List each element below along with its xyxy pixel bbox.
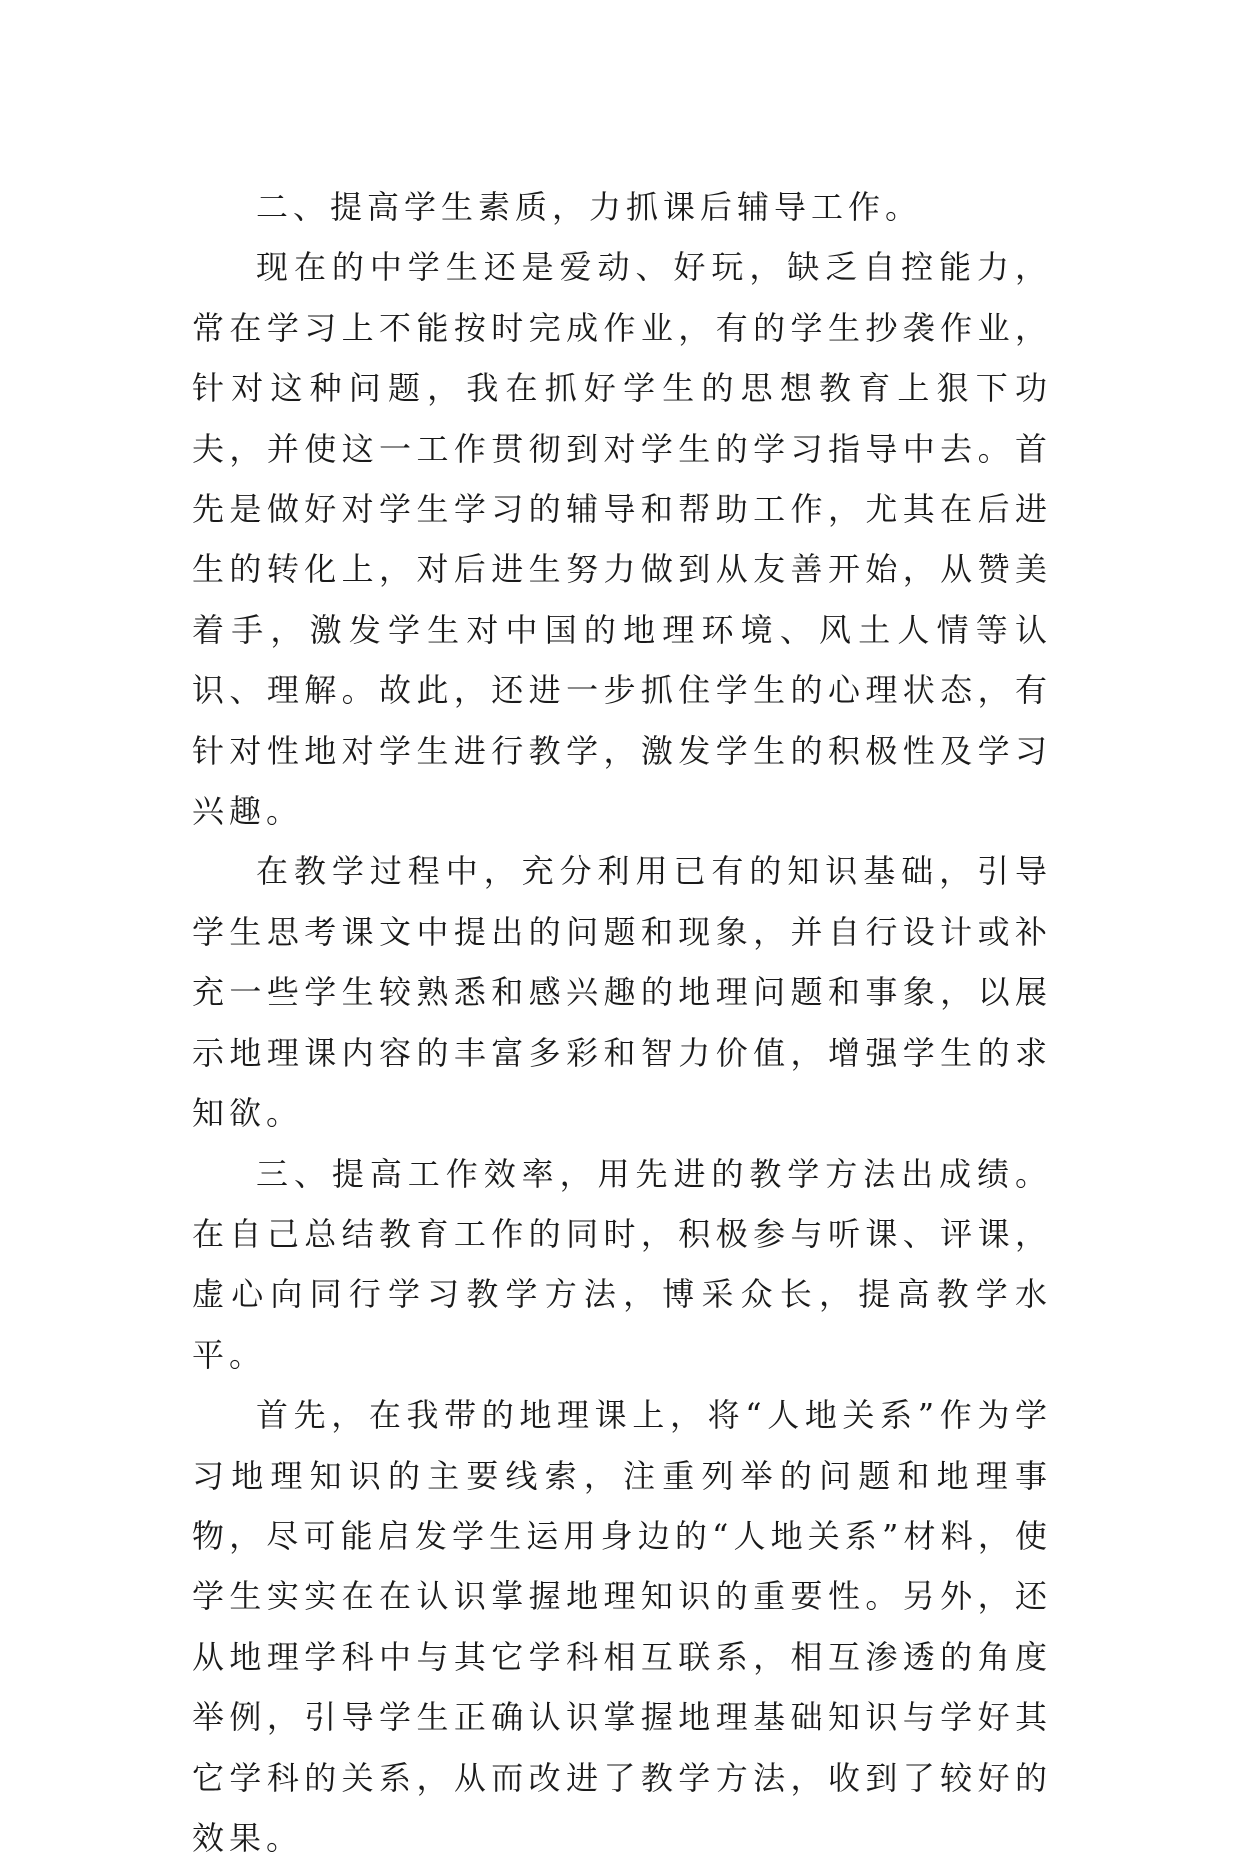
paragraph-heading-three: 三、提高工作效率，用先进的教学方法出成绩。在自己总结教育工作的同时，积极参与听课、评课，虚心向同行学习教学方法，博采众长，提高教学水平。 (192, 1154, 1052, 1374)
document-body (192, 177, 1052, 1868)
paragraph-heading-two: 二、提高学生素质，力抓课后辅导工作。 (256, 188, 923, 226)
paragraph: 在教学过程中，充分利用已有的知识基础，引导学生思考课文中提出的问题和现象，并自行设计或补充一些学生较熟悉和感兴趣的地理问题和事象，以展示地理课内容的丰富多彩和智力价值，增强学生的求知欲。 (192, 852, 1052, 1133)
paragraph: 现在的中学生还是爱动、好玩，缺乏自控能力，常在学习上不能按时完成作业，有的学生抄袭作业，针对这种问题，我在抓好学生的思想教育上狠下功夫，并使这一工作贯彻到对学生的学习指导中去。首先是做好对学生学习的辅导和帮助工作，尤其在后进生的转化上，对后进生努力做到从友善开始，从赞美着手，激发学生对中国的地理环境、风土人情等认识、理解。故此，还进一步抓住学生的心理状态，有针对性地对学生进行教学，激发学生的积极性及学习兴趣。 (192, 248, 1052, 831)
paragraph: 首先，在我带的地理课上，将“人地关系”作为学习地理知识的主要线索，注重列举的问题和地理事物，尽可能启发学生运用身边的“人地关系”材料，使学生实实在在认识掌握地理知识的重要性。另外，还从地理学科中与其它学科相互联系，相互渗透的角度举例，引导学生正确认识掌握地理基础知识与学好其它学科的关系，从而改进了教学方法，收到了较好的效果。 (192, 1396, 1052, 1857)
